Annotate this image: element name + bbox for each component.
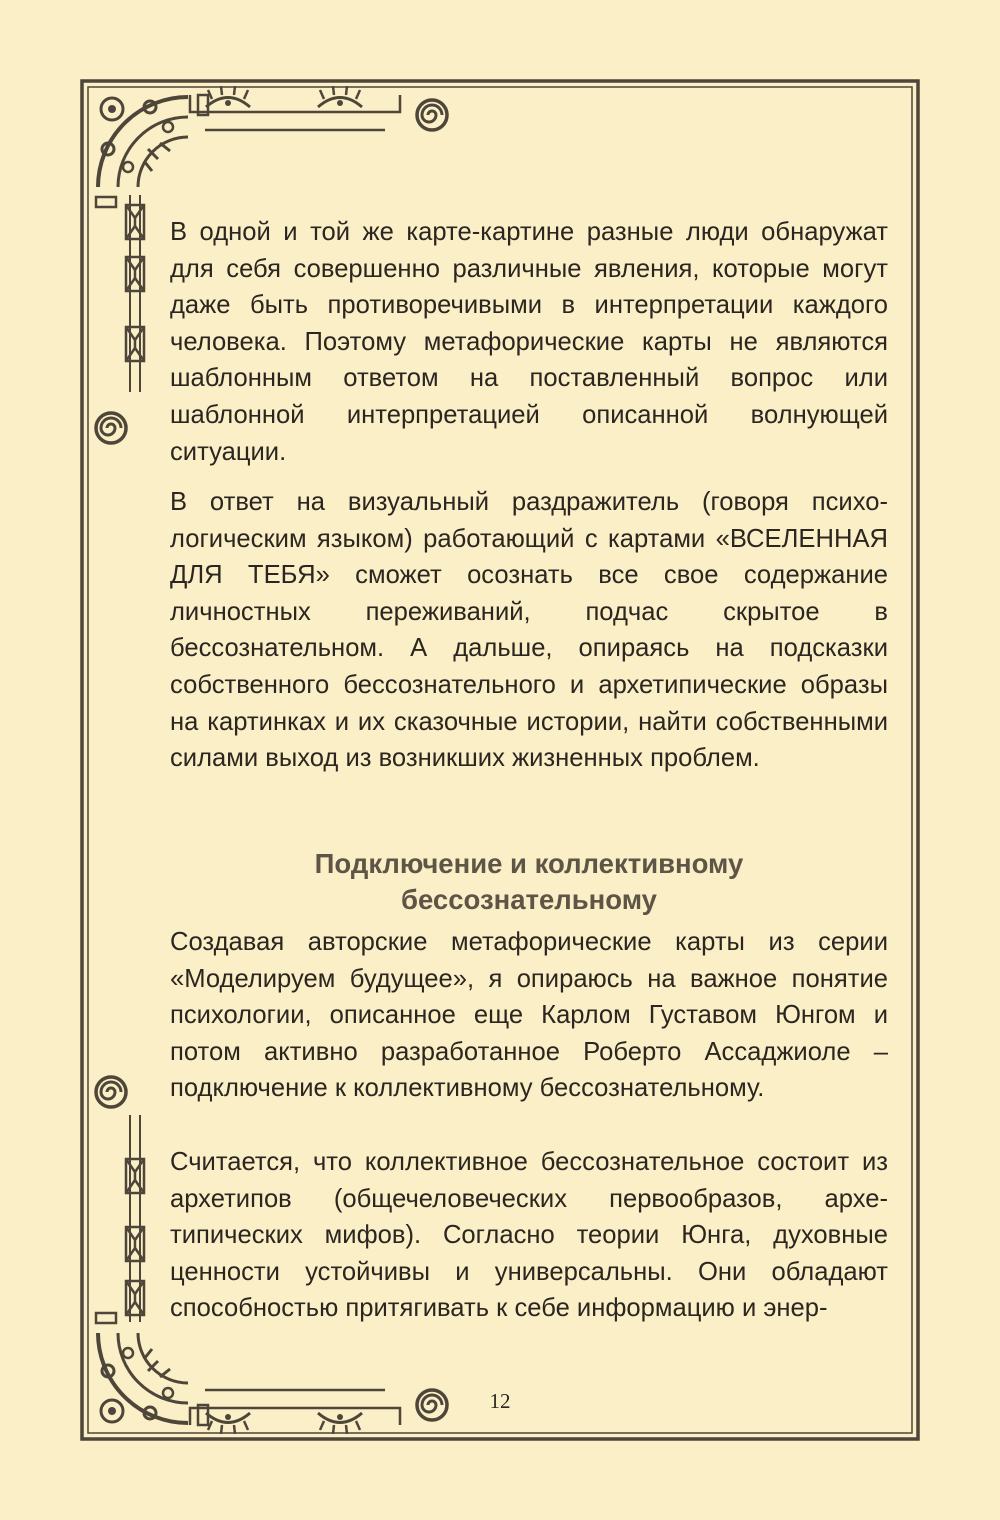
paragraph-stimulus: В ответ на визуальный раздражитель (говоря психологическим языком) работающий с картами «ВСЕЛЕННАЯ ДЛЯ ТЕБЯ» сможет осознать все свое содержание личностных переживаний, подчас скрытое в бессознательном. А дальше, опираясь на подсказки собственного бессознательного и архетипические образы на картинках и их сказочные истории, найти собственными силами выход из возникших жизненных проблем. (170, 488, 888, 773)
spiral-icon (417, 1390, 447, 1420)
rune-ornament-icon (126, 1159, 144, 1193)
spiral-icon (96, 413, 126, 443)
section-heading-line2: бессознательному (401, 884, 657, 915)
rune-ornament-icon (126, 1281, 144, 1315)
spiral-icon (417, 100, 447, 130)
rune-ornament-icon (126, 327, 144, 361)
eye-ornament-icon (318, 86, 362, 107)
paragraph-archetypes: Считается, что коллективное бессознательное состоит из архетипов (общечеловеческих первообразов, архетипических мифов). Согласно теории Юнга, духовные ценности устойчивы и универсальны. Они обладают способностью притягивать к себе информацию и энер- (170, 1148, 888, 1323)
rune-ornament-icon (126, 257, 144, 291)
section-heading-line1: Подключение и коллективному (314, 848, 744, 879)
page-number: 12 (489, 1389, 511, 1413)
eye-ornament-icon (206, 86, 250, 107)
paragraph-intro: В одной и той же карте-картине разные люди обнаружат для себя совершенно различные явления, которые могут даже быть противоречивыми в интерпретации каждого человека. Поэтому метафорические карты не являются шаблонным ответом на поставленный вопрос или шаблонной интерпретацией описанной волнующей ситуации. (170, 218, 888, 466)
paragraph-collective: Создавая авторские метафорические карты из серии «Моделируем будущее», я опираюсь на важное понятие психологии, описанное еще Карлом Густавом Юнгом и потом активно разработанное Роберто Ассаджиоле – подключение к коллективному бессознательному. (170, 928, 888, 1103)
eye-ornament-icon (206, 1413, 250, 1434)
rune-ornament-icon (126, 205, 144, 239)
spiral-icon (96, 1077, 126, 1107)
section-heading (170, 846, 888, 918)
eye-ornament-icon (318, 1413, 362, 1434)
rune-ornament-icon (126, 1227, 144, 1261)
